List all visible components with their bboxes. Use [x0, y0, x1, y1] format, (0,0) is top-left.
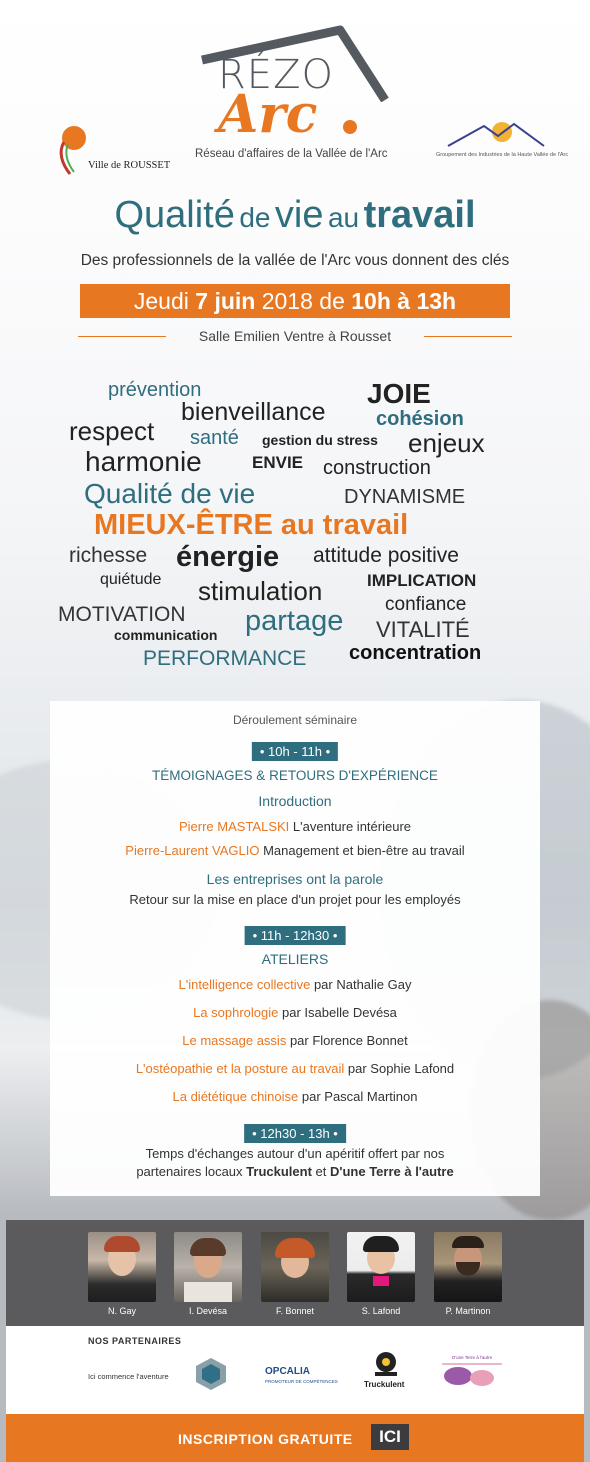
partner-logo-text: Ici commence l'aventure: [88, 1372, 169, 1381]
speaker-photo: [347, 1232, 415, 1302]
gihva-logo-icon: [440, 116, 550, 152]
workshop-topic: L'intelligence collective: [178, 977, 311, 992]
title-word: au: [327, 202, 360, 233]
partner-dune-terre: D'une Terre à l'autre: [329, 1164, 454, 1179]
word: respect: [69, 416, 155, 446]
word: richesse: [69, 544, 148, 567]
event-date-banner: [80, 284, 510, 318]
date-text: Jeudi: [133, 288, 196, 314]
time-slot-badge: • 12h30 - 13h •: [244, 1124, 346, 1143]
section-title: ATELIERS: [261, 951, 329, 967]
word: concentration: [349, 642, 482, 664]
workshop-speaker: par Florence Bonnet: [286, 1033, 408, 1048]
time-slot-badge: • 10h - 11h •: [252, 742, 338, 761]
opcalia-sub-text: PROMOTEUR DE COMPÉTENCES: [265, 1379, 338, 1384]
logo-arc-text: Arc: [218, 84, 318, 145]
speaker-name: P. Martinon: [445, 1306, 491, 1316]
speaker-topic: L'aventure intérieure: [289, 819, 412, 834]
word: quiétude: [100, 571, 162, 588]
speaker-name: N. Gay: [107, 1306, 136, 1316]
partners-title: NOS PARTENAIRES: [88, 1336, 182, 1346]
registration-button[interactable]: ICI: [371, 1424, 409, 1450]
workshop-speaker: par Sophie Lafond: [344, 1061, 455, 1076]
workshop-speaker: par Pascal Martinon: [298, 1089, 418, 1104]
speaker-photo: [174, 1232, 242, 1302]
workshop-item: [50, 977, 540, 992]
speaker-card: [88, 1232, 156, 1316]
logo-rezo-text: RÉZO: [218, 52, 334, 98]
workshop-topic: Le massage assis: [182, 1033, 287, 1048]
agenda-item: [50, 819, 540, 834]
speaker-card: [174, 1232, 242, 1316]
word: attitude positive: [313, 544, 459, 567]
opcalia-logo-text: OPCALIA: [265, 1366, 310, 1377]
truckulent-logo-icon: [369, 1350, 403, 1378]
speaker-name: S. Lafond: [361, 1306, 401, 1316]
dune-terre-logo-text: D'une Terre à l'autre: [452, 1355, 493, 1360]
section-title: TÉMOIGNAGES & RETOURS D'EXPÉRIENCE: [152, 768, 438, 783]
word: santé: [190, 427, 239, 449]
word: gestion du stress: [262, 432, 378, 448]
program-heading: Déroulement séminaire: [232, 713, 358, 727]
gihva-label: Groupement des Industries de la Haute Vallée de l'Arc: [436, 152, 569, 158]
partner-logo-icon: [192, 1356, 230, 1392]
word: confiance: [385, 594, 467, 615]
word: énergie: [176, 541, 280, 573]
workshop-item: [50, 1005, 540, 1020]
partner-truckulent: Truckulent: [246, 1164, 312, 1179]
closing-text: Temps d'échanges autour d'un apéritif offert par nos: [145, 1146, 445, 1161]
date-text: 2018 de: [255, 288, 352, 314]
ville-de-rousset-logo-icon: [50, 122, 90, 178]
speaker-photo: [434, 1232, 502, 1302]
agenda-item: [50, 843, 540, 858]
workshop-speaker: par Nathalie Gay: [310, 977, 412, 992]
agenda-item: Introduction: [258, 793, 332, 809]
word: JOIE: [367, 378, 431, 409]
word: bienveillance: [181, 398, 326, 426]
seminar-program-card: [50, 701, 540, 1196]
word: Qualité de vie: [84, 478, 256, 509]
speaker-card: [261, 1232, 329, 1316]
title-word: Qualité: [114, 194, 235, 236]
page-title: [0, 194, 590, 237]
workshop-topic: La diététique chinoise: [172, 1089, 299, 1104]
word: prévention: [108, 379, 202, 401]
word: enjeux: [408, 428, 485, 458]
speaker-name: Pierre MASTALSKI: [178, 819, 290, 834]
dune-terre-logo-icon: [438, 1356, 506, 1390]
word: cohésion: [376, 408, 464, 430]
agenda-item: Retour sur la mise en place d'un projet pour les employés: [129, 892, 461, 907]
word: PERFORMANCE: [143, 647, 307, 670]
speaker-name: I. Devésa: [188, 1306, 228, 1316]
word: partage: [245, 605, 344, 637]
date-hours: 10h à 13h: [351, 288, 457, 314]
speaker-name: Pierre-Laurent VAGLIO: [125, 843, 260, 858]
word: harmonie: [85, 446, 202, 477]
speaker-topic: Management et bien-être au travail: [259, 843, 465, 858]
workshop-topic: La sophrologie: [193, 1005, 279, 1020]
speaker-photo: [261, 1232, 329, 1302]
word: construction: [323, 457, 431, 479]
title-word: de: [239, 202, 271, 233]
date-day: 7 juin: [195, 288, 256, 314]
closing-text-part: partenaires locaux: [136, 1164, 247, 1179]
agenda-item: Les entreprises ont la parole: [206, 871, 384, 887]
speaker-name: F. Bonnet: [275, 1306, 315, 1316]
word: communication: [114, 627, 218, 643]
page-subtitle: Des professionnels de la vallée de l'Arc vous donnent des clés: [80, 252, 510, 269]
workshop-item: [50, 1061, 540, 1076]
time-slot-badge: • 11h - 12h30 •: [245, 926, 346, 945]
logo-dot: [343, 120, 357, 134]
word: MOTIVATION: [58, 603, 186, 626]
workshop-speaker: par Isabelle Devésa: [278, 1005, 397, 1020]
speaker-card: [434, 1232, 502, 1316]
word: VITALITÉ: [376, 617, 470, 642]
logo-tagline: Réseau d'affaires de la Vallée de l'Arc: [195, 148, 388, 160]
closing-text-part: et: [311, 1164, 330, 1179]
workshop-item: [50, 1089, 540, 1104]
word: MIEUX-ÊTRE au travail: [94, 509, 409, 541]
closing-text: [50, 1164, 540, 1179]
word: IMPLICATION: [367, 571, 477, 590]
word: stimulation: [198, 576, 323, 606]
event-venue: Salle Emilien Ventre à Rousset: [198, 328, 392, 344]
speaker-photo: [88, 1232, 156, 1302]
word: DYNAMISME: [344, 486, 466, 508]
registration-label[interactable]: INSCRIPTION GRATUITE: [178, 1431, 353, 1447]
speaker-card: [347, 1232, 415, 1316]
word: ENVIE: [252, 453, 304, 472]
ville-de-rousset-label: Ville de ROUSSET: [88, 160, 171, 171]
workshop-item: [50, 1033, 540, 1048]
title-word: travail: [363, 194, 476, 236]
truckulent-logo-text: Truckulent: [364, 1380, 405, 1389]
workshop-topic: L'ostéopathie et la posture au travail: [135, 1061, 345, 1076]
title-word: vie: [274, 194, 324, 236]
